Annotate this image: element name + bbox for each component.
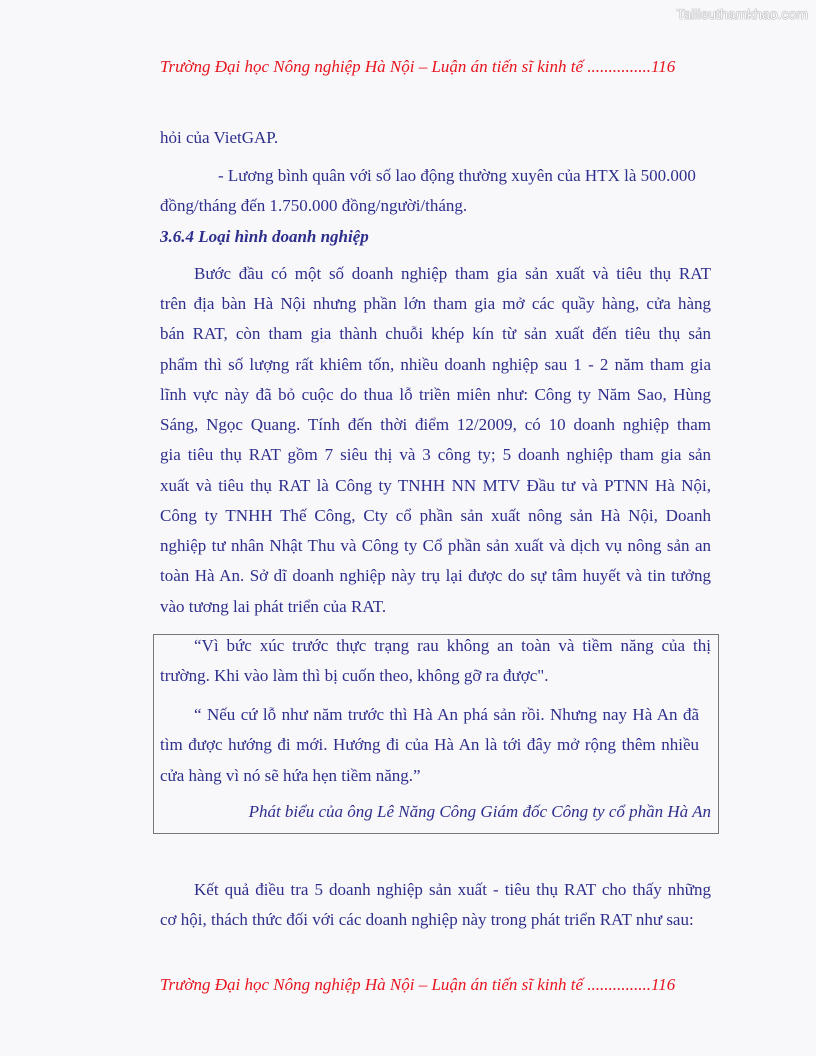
quote-line: tìm được hướng đi mới. Hướng đi của Hà An là tới đây mở rộng thêm nhiều — [160, 735, 699, 754]
quote-line: cửa hàng vì nó sẽ hứa hẹn tiềm năng.” — [160, 766, 421, 785]
text-line: đồng/tháng đến 1.750.000 đồng/người/tháng. — [160, 196, 468, 215]
text-line: cơ hội, thách thức đối với các doanh nghiệp này trong phát triển RAT như sau: — [160, 910, 694, 929]
quote-line: “ Nếu cứ lỗ như năm trước thì Hà An phá sản rồi. Nhưng nay Hà An đã — [194, 705, 699, 724]
text-line: xuất và tiêu thụ RAT là Công ty TNHH NN MTV Đầu tư và PTNN Hà Nội, — [160, 476, 711, 495]
section-heading: 3.6.4 Loại hình doanh nghiệp — [160, 227, 369, 246]
page-header: Trường Đại học Nông nghiệp Hà Nội – Luận án tiến sĩ kinh tế ...............116 — [160, 57, 676, 76]
text-line: gia tiêu thụ RAT gồm 7 siêu thị và 3 công ty; 5 doanh nghiệp tham gia sản — [160, 445, 711, 464]
text-line: hỏi của VietGAP. — [160, 128, 279, 147]
text-line: trên địa bàn Hà Nội nhưng phần lớn tham gia mở các quầy hàng, cửa hàng — [160, 294, 711, 313]
text-line: Kết quả điều tra 5 doanh nghiệp sản xuất - tiêu thụ RAT cho thấy những — [194, 880, 711, 899]
page-footer: Trường Đại học Nông nghiệp Hà Nội – Luận án tiến sĩ kinh tế ...............116 — [160, 975, 676, 994]
quote-attribution: Phát biểu của ông Lê Năng Công Giám đốc Công ty cổ phần Hà An — [248, 802, 711, 821]
text-line: lĩnh vực này đã bỏ cuộc do thua lỗ triền miên như: Công ty Năm Sao, Hùng — [160, 385, 711, 404]
text-line: Sáng, Ngọc Quang. Tính đến thời điểm 12/2009, có 10 doanh nghiệp tham — [160, 415, 711, 434]
quote-line: “Vì bức xúc trước thực trạng rau không an toàn và tiềm năng của thị — [194, 636, 711, 655]
text-line: toàn Hà An. Sở dĩ doanh nghiệp này trụ lại được do sự tâm huyết và tin tưởng — [160, 566, 711, 585]
text-line: - Lương bình quân với số lao động thường xuyên của HTX là 500.000 — [218, 166, 696, 185]
text-line: Bước đầu có một số doanh nghiệp tham gia sản xuất và tiêu thụ RAT — [194, 264, 711, 283]
text-line: nghiệp tư nhân Nhật Thu và Công ty Cổ phần sản xuất và dịch vụ nông sản an — [160, 536, 711, 555]
text-line: vào tương lai phát triển của RAT. — [160, 597, 387, 616]
text-line: phẩm thì số lượng rất khiêm tốn, nhiều doanh nghiệp sau 1 - 2 năm tham gia — [160, 355, 711, 374]
quote-line: trường. Khi vào làm thì bị cuốn theo, không gỡ ra được". — [160, 666, 549, 685]
text-line: bán RAT, còn tham gia thành chuỗi khép kín từ sản xuất đến tiêu thụ sản — [160, 324, 711, 343]
watermark: Tailieuthamkhao.com — [676, 6, 808, 22]
text-line: Công ty TNHH Thế Công, Cty cổ phần sản xuất nông sản Hà Nội, Doanh — [160, 506, 711, 525]
